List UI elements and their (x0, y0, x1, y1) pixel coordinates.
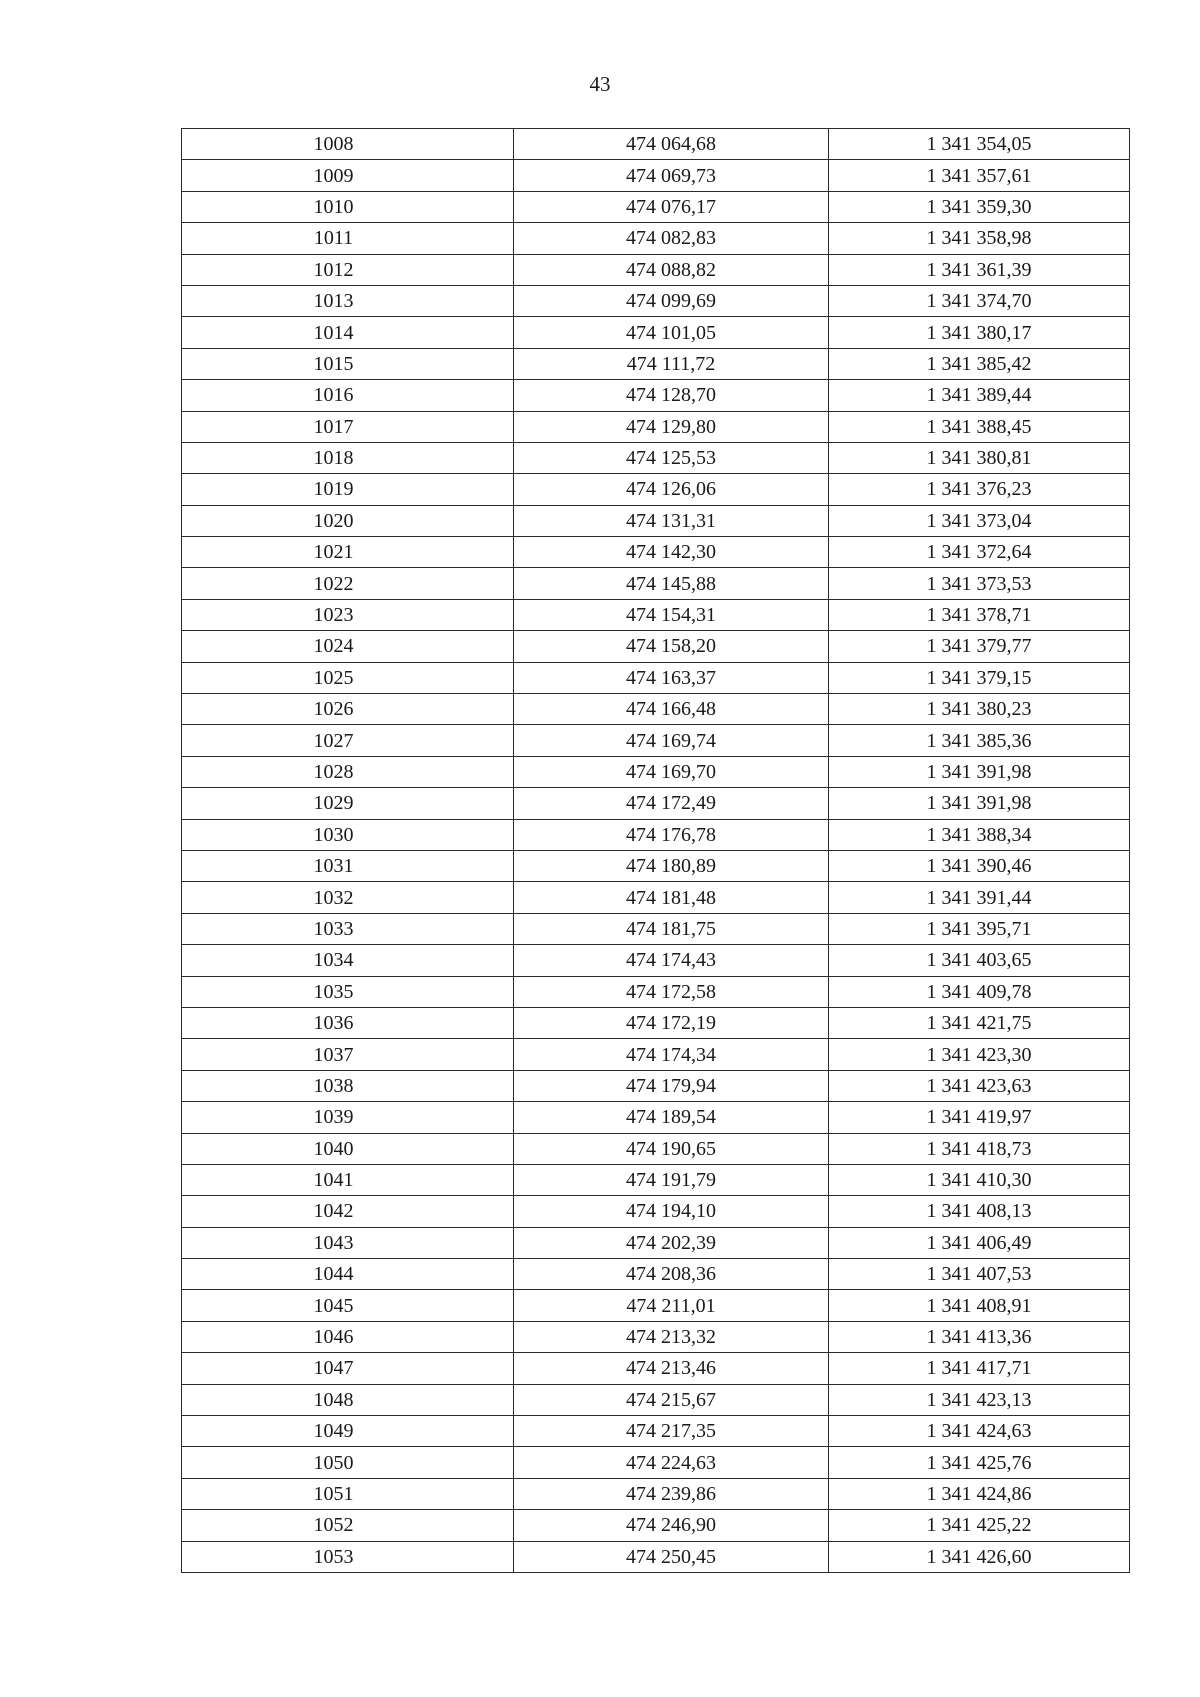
point-number-cell: 1030 (182, 819, 514, 850)
point-number-cell: 1008 (182, 129, 514, 160)
coordinates-table (181, 128, 1130, 1573)
point-number-cell: 1053 (182, 1541, 514, 1572)
table-row (182, 1541, 1130, 1572)
table-row (182, 662, 1130, 693)
y-coordinate-cell: 1 341 391,98 (829, 788, 1130, 819)
point-number-cell: 1052 (182, 1510, 514, 1541)
x-coordinate-cell: 474 129,80 (514, 411, 829, 442)
x-coordinate-cell: 474 211,01 (514, 1290, 829, 1321)
table-row (182, 160, 1130, 191)
y-coordinate-cell: 1 341 423,30 (829, 1039, 1130, 1070)
table-row (182, 1196, 1130, 1227)
x-coordinate-cell: 474 163,37 (514, 662, 829, 693)
x-coordinate-cell: 474 088,82 (514, 254, 829, 285)
point-number-cell: 1051 (182, 1478, 514, 1509)
table-row (182, 1384, 1130, 1415)
table-row (182, 850, 1130, 881)
y-coordinate-cell: 1 341 391,44 (829, 882, 1130, 913)
y-coordinate-cell: 1 341 408,13 (829, 1196, 1130, 1227)
table-row (182, 788, 1130, 819)
table-row (182, 348, 1130, 379)
point-number-cell: 1015 (182, 348, 514, 379)
x-coordinate-cell: 474 172,19 (514, 1007, 829, 1038)
y-coordinate-cell: 1 341 374,70 (829, 285, 1130, 316)
point-number-cell: 1029 (182, 788, 514, 819)
y-coordinate-cell: 1 341 358,98 (829, 223, 1130, 254)
x-coordinate-cell: 474 158,20 (514, 631, 829, 662)
point-number-cell: 1045 (182, 1290, 514, 1321)
table-row (182, 1102, 1130, 1133)
point-number-cell: 1018 (182, 442, 514, 473)
y-coordinate-cell: 1 341 408,91 (829, 1290, 1130, 1321)
point-number-cell: 1026 (182, 694, 514, 725)
coordinates-table-body (182, 129, 1130, 1573)
table-row (182, 1478, 1130, 1509)
y-coordinate-cell: 1 341 417,71 (829, 1353, 1130, 1384)
point-number-cell: 1017 (182, 411, 514, 442)
y-coordinate-cell: 1 341 409,78 (829, 976, 1130, 1007)
x-coordinate-cell: 474 101,05 (514, 317, 829, 348)
x-coordinate-cell: 474 069,73 (514, 160, 829, 191)
x-coordinate-cell: 474 208,36 (514, 1259, 829, 1290)
table-row (182, 474, 1130, 505)
point-number-cell: 1012 (182, 254, 514, 285)
point-number-cell: 1041 (182, 1164, 514, 1195)
x-coordinate-cell: 474 126,06 (514, 474, 829, 505)
y-coordinate-cell: 1 341 380,17 (829, 317, 1130, 348)
table-row (182, 411, 1130, 442)
y-coordinate-cell: 1 341 361,39 (829, 254, 1130, 285)
table-row (182, 599, 1130, 630)
point-number-cell: 1049 (182, 1416, 514, 1447)
x-coordinate-cell: 474 190,65 (514, 1133, 829, 1164)
point-number-cell: 1021 (182, 537, 514, 568)
table-row (182, 223, 1130, 254)
x-coordinate-cell: 474 213,32 (514, 1321, 829, 1352)
y-coordinate-cell: 1 341 376,23 (829, 474, 1130, 505)
table-row (182, 442, 1130, 473)
y-coordinate-cell: 1 341 390,46 (829, 850, 1130, 881)
point-number-cell: 1028 (182, 756, 514, 787)
table-row (182, 1259, 1130, 1290)
point-number-cell: 1044 (182, 1259, 514, 1290)
table-row (182, 1447, 1130, 1478)
x-coordinate-cell: 474 128,70 (514, 380, 829, 411)
y-coordinate-cell: 1 341 380,23 (829, 694, 1130, 725)
point-number-cell: 1019 (182, 474, 514, 505)
point-number-cell: 1036 (182, 1007, 514, 1038)
table-row (182, 1290, 1130, 1321)
x-coordinate-cell: 474 189,54 (514, 1102, 829, 1133)
table-row (182, 505, 1130, 536)
x-coordinate-cell: 474 082,83 (514, 223, 829, 254)
x-coordinate-cell: 474 064,68 (514, 129, 829, 160)
y-coordinate-cell: 1 341 354,05 (829, 129, 1130, 160)
y-coordinate-cell: 1 341 372,64 (829, 537, 1130, 568)
x-coordinate-cell: 474 174,34 (514, 1039, 829, 1070)
x-coordinate-cell: 474 099,69 (514, 285, 829, 316)
x-coordinate-cell: 474 125,53 (514, 442, 829, 473)
x-coordinate-cell: 474 250,45 (514, 1541, 829, 1572)
point-number-cell: 1048 (182, 1384, 514, 1415)
y-coordinate-cell: 1 341 425,76 (829, 1447, 1130, 1478)
y-coordinate-cell: 1 341 385,36 (829, 725, 1130, 756)
y-coordinate-cell: 1 341 406,49 (829, 1227, 1130, 1258)
table-row (182, 1164, 1130, 1195)
point-number-cell: 1025 (182, 662, 514, 693)
point-number-cell: 1040 (182, 1133, 514, 1164)
point-number-cell: 1009 (182, 160, 514, 191)
table-row (182, 317, 1130, 348)
x-coordinate-cell: 474 224,63 (514, 1447, 829, 1478)
table-row (182, 1353, 1130, 1384)
y-coordinate-cell: 1 341 425,22 (829, 1510, 1130, 1541)
x-coordinate-cell: 474 154,31 (514, 599, 829, 630)
y-coordinate-cell: 1 341 380,81 (829, 442, 1130, 473)
y-coordinate-cell: 1 341 423,13 (829, 1384, 1130, 1415)
x-coordinate-cell: 474 176,78 (514, 819, 829, 850)
point-number-cell: 1037 (182, 1039, 514, 1070)
y-coordinate-cell: 1 341 426,60 (829, 1541, 1130, 1572)
point-number-cell: 1023 (182, 599, 514, 630)
table-row (182, 945, 1130, 976)
y-coordinate-cell: 1 341 403,65 (829, 945, 1130, 976)
point-number-cell: 1022 (182, 568, 514, 599)
point-number-cell: 1020 (182, 505, 514, 536)
y-coordinate-cell: 1 341 413,36 (829, 1321, 1130, 1352)
page-number: 43 (589, 72, 611, 96)
point-number-cell: 1024 (182, 631, 514, 662)
x-coordinate-cell: 474 181,75 (514, 913, 829, 944)
y-coordinate-cell: 1 341 388,45 (829, 411, 1130, 442)
point-number-cell: 1047 (182, 1353, 514, 1384)
table-row (182, 913, 1130, 944)
table-row (182, 1007, 1130, 1038)
x-coordinate-cell: 474 246,90 (514, 1510, 829, 1541)
point-number-cell: 1032 (182, 882, 514, 913)
x-coordinate-cell: 474 181,48 (514, 882, 829, 913)
table-row (182, 976, 1130, 1007)
point-number-cell: 1031 (182, 850, 514, 881)
table-row (182, 631, 1130, 662)
x-coordinate-cell: 474 213,46 (514, 1353, 829, 1384)
point-number-cell: 1027 (182, 725, 514, 756)
y-coordinate-cell: 1 341 385,42 (829, 348, 1130, 379)
x-coordinate-cell: 474 166,48 (514, 694, 829, 725)
y-coordinate-cell: 1 341 378,71 (829, 599, 1130, 630)
x-coordinate-cell: 474 172,49 (514, 788, 829, 819)
table-row (182, 725, 1130, 756)
point-number-cell: 1050 (182, 1447, 514, 1478)
y-coordinate-cell: 1 341 373,04 (829, 505, 1130, 536)
point-number-cell: 1035 (182, 976, 514, 1007)
point-number-cell: 1014 (182, 317, 514, 348)
point-number-cell: 1011 (182, 223, 514, 254)
table-row (182, 1510, 1130, 1541)
point-number-cell: 1039 (182, 1102, 514, 1133)
x-coordinate-cell: 474 202,39 (514, 1227, 829, 1258)
table-row (182, 380, 1130, 411)
x-coordinate-cell: 474 239,86 (514, 1478, 829, 1509)
table-row (182, 694, 1130, 725)
x-coordinate-cell: 474 131,31 (514, 505, 829, 536)
y-coordinate-cell: 1 341 424,86 (829, 1478, 1130, 1509)
table-row (182, 191, 1130, 222)
x-coordinate-cell: 474 172,58 (514, 976, 829, 1007)
x-coordinate-cell: 474 194,10 (514, 1196, 829, 1227)
point-number-cell: 1016 (182, 380, 514, 411)
x-coordinate-cell: 474 174,43 (514, 945, 829, 976)
y-coordinate-cell: 1 341 388,34 (829, 819, 1130, 850)
table-row (182, 129, 1130, 160)
table-row (182, 285, 1130, 316)
table-row (182, 819, 1130, 850)
x-coordinate-cell: 474 145,88 (514, 568, 829, 599)
y-coordinate-cell: 1 341 359,30 (829, 191, 1130, 222)
y-coordinate-cell: 1 341 391,98 (829, 756, 1130, 787)
table-row (182, 882, 1130, 913)
y-coordinate-cell: 1 341 379,77 (829, 631, 1130, 662)
point-number-cell: 1033 (182, 913, 514, 944)
y-coordinate-cell: 1 341 421,75 (829, 1007, 1130, 1038)
x-coordinate-cell: 474 215,67 (514, 1384, 829, 1415)
table-row (182, 1227, 1130, 1258)
table-row (182, 1070, 1130, 1101)
x-coordinate-cell: 474 142,30 (514, 537, 829, 568)
y-coordinate-cell: 1 341 389,44 (829, 380, 1130, 411)
y-coordinate-cell: 1 341 379,15 (829, 662, 1130, 693)
y-coordinate-cell: 1 341 373,53 (829, 568, 1130, 599)
y-coordinate-cell: 1 341 423,63 (829, 1070, 1130, 1101)
point-number-cell: 1046 (182, 1321, 514, 1352)
y-coordinate-cell: 1 341 419,97 (829, 1102, 1130, 1133)
table-row (182, 1039, 1130, 1070)
x-coordinate-cell: 474 111,72 (514, 348, 829, 379)
table-row (182, 537, 1130, 568)
y-coordinate-cell: 1 341 418,73 (829, 1133, 1130, 1164)
point-number-cell: 1013 (182, 285, 514, 316)
x-coordinate-cell: 474 217,35 (514, 1416, 829, 1447)
table-row (182, 568, 1130, 599)
table-row (182, 1416, 1130, 1447)
table-row (182, 756, 1130, 787)
point-number-cell: 1010 (182, 191, 514, 222)
x-coordinate-cell: 474 076,17 (514, 191, 829, 222)
x-coordinate-cell: 474 169,74 (514, 725, 829, 756)
point-number-cell: 1043 (182, 1227, 514, 1258)
y-coordinate-cell: 1 341 424,63 (829, 1416, 1130, 1447)
x-coordinate-cell: 474 191,79 (514, 1164, 829, 1195)
point-number-cell: 1038 (182, 1070, 514, 1101)
x-coordinate-cell: 474 180,89 (514, 850, 829, 881)
y-coordinate-cell: 1 341 410,30 (829, 1164, 1130, 1195)
point-number-cell: 1034 (182, 945, 514, 976)
table-row (182, 1321, 1130, 1352)
y-coordinate-cell: 1 341 357,61 (829, 160, 1130, 191)
x-coordinate-cell: 474 179,94 (514, 1070, 829, 1101)
x-coordinate-cell: 474 169,70 (514, 756, 829, 787)
y-coordinate-cell: 1 341 395,71 (829, 913, 1130, 944)
table-row (182, 1133, 1130, 1164)
point-number-cell: 1042 (182, 1196, 514, 1227)
y-coordinate-cell: 1 341 407,53 (829, 1259, 1130, 1290)
table-row (182, 254, 1130, 285)
